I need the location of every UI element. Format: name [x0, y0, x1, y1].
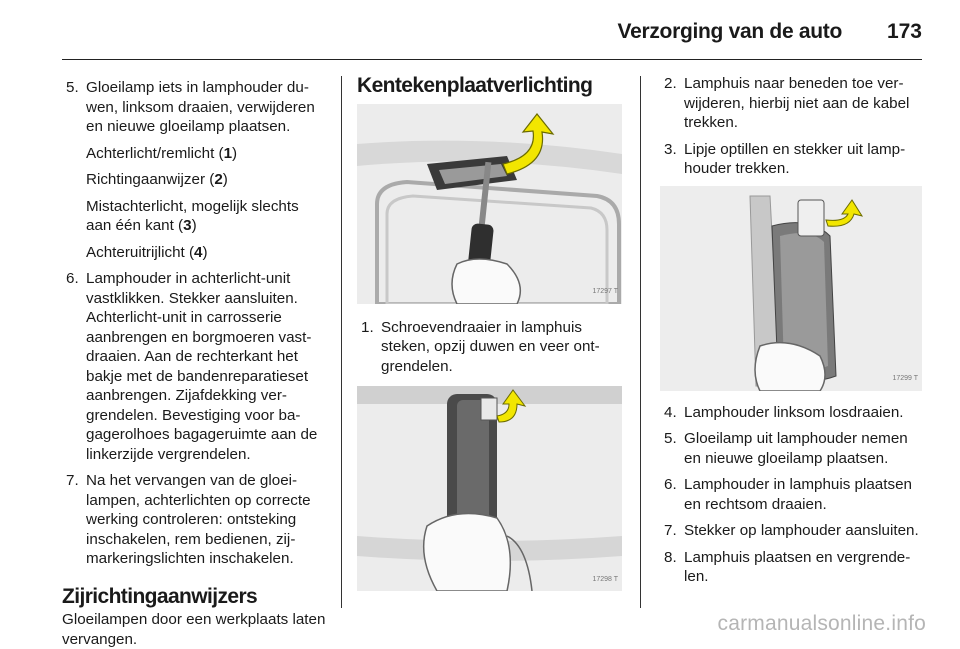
watermark: carmanualsonline.info: [717, 612, 926, 635]
header-divider: [62, 59, 922, 60]
sub-item: Achteruitrijlicht (4): [86, 243, 208, 261]
page-header: [0, 0, 960, 60]
list-item-text: Lamphuis plaatsen en vergrendelen.: [684, 548, 911, 585]
list-item-text: Gloeilamp iets in lamphouder duwen, linksom draaien, verwijderen en nieuwe gloeilamp plaatsen.: [86, 79, 315, 135]
figure-license-light-screwdriver: [357, 104, 622, 304]
list-item-text: Lamphouder linksom losdraaien.: [684, 403, 904, 421]
list-item-text: Lipje optillen en stekker uit lamphouder trekken.: [684, 140, 906, 177]
sub-item: Achterlicht/remlicht (1): [86, 144, 238, 162]
section-heading: Zijrichtingaanwijzers: [62, 584, 258, 608]
sub-item: Mistachterlicht, mogelijk slechts aan één kant (3): [86, 197, 299, 234]
illustration: [357, 104, 622, 304]
list-item-text: Lamphuis naar beneden toe verwijderen, hierbij niet aan de kabel trekken.: [684, 75, 910, 131]
list-item: 6. Lamphouder in achterlicht-unit vastklikken. Stekker aansluiten. Achterlicht-unit in carrosserie aanbrengen en borgmoeren vastdraaien. Aan de rechterkant het bakje met de bandenreparatieset aanbrengen. Zijafdekking vergrendelen. Bevestiging voor bagagerolhoes bagageruimte aan de linkerzijde vergrendelen.: [66, 270, 318, 463]
list-item-text: Lamphouder in achterlicht-unit vastklikken. Stekker aansluiten. Achterlicht-unit in carrosserie aanbrengen en borgmoeren vastdraaien. Aan de rechterkant het bakje met de bandenreparatieset aanbrengen. Zijafdekking vergrendelen. Bevestiging voor bagagerolhoes bagageruimte aan de linkerzijde vergrendelen.: [86, 270, 318, 463]
figure-code: 17299 T: [892, 375, 918, 382]
figure-code: 17297 T: [592, 288, 618, 295]
list-item: 2. Lamphuis naar beneden toe verwijderen, hierbij niet aan de kabel trekken.: [664, 75, 910, 131]
section-title: Verzorging van de auto: [617, 20, 842, 43]
column-divider-1: [341, 76, 342, 608]
illustration: [357, 386, 622, 591]
list-item: 7. Na het vervangen van de gloeilampen, achterlichten op correcte werking controleren: ontsteking inschakelen, rem bedienen, zijmarkeringslichten inschakelen.: [66, 472, 311, 567]
illustration: [660, 186, 922, 391]
list-item-text: Na het vervangen van de gloeilampen, achterlichten op correcte werking controleren: ontsteking inschakelen, rem bedienen, zijmarkeringslichten inschakelen.: [86, 472, 311, 567]
list-item-text: Schroevendraaier in lamphuis steken, opzij duwen en veer ontgrendelen.: [381, 318, 600, 375]
list-item-text: Gloeilamp uit lamphouder nemen en nieuwe gloeilamp plaatsen.: [684, 430, 908, 467]
figure-bulb-holder: [660, 186, 922, 391]
column-2: [357, 76, 622, 591]
list-item-text: Lamphouder in lamphuis plaatsen en rechtsom draaien.: [684, 476, 912, 513]
section-heading: Kentekenplaatverlichting: [357, 74, 593, 97]
list-item-text: Stekker op lamphouder aansluiten.: [684, 522, 919, 539]
list-item: 6. Lamphouder in lamphuis plaatsen en rechtsom draaien.: [664, 476, 912, 513]
list-item: 5. Gloeilamp iets in lamphouder duwen, linksom draaien, verwijderen en nieuwe gloeilamp plaatsen.: [66, 79, 315, 135]
list-item: 3. Lipje optillen en stekker uit lamphouder trekken.: [664, 140, 906, 177]
figure-lamp-housing: [357, 386, 622, 591]
list-item: 8. Lamphuis plaatsen en vergrendelen.: [664, 548, 911, 585]
paragraph: Gloeilampen door een werkplaats laten vervangen.: [62, 611, 326, 648]
list-item: 1. Schroevendraaier in lamphuis steken, opzij duwen en veer ontgrendelen.: [361, 318, 600, 375]
list-item: 4. Lamphouder linksom losdraaien.: [664, 403, 904, 421]
list-item: 5. Gloeilamp uit lamphouder nemen en nieuwe gloeilamp plaatsen.: [664, 430, 908, 467]
figure-code: 17298 T: [592, 575, 618, 583]
list-item: 7. Stekker op lamphouder aansluiten.: [664, 522, 919, 539]
page-number: 173: [886, 20, 922, 43]
column-1: [62, 78, 328, 649]
column-3: [660, 74, 925, 594]
sub-item: Richtingaanwijzer (2): [86, 171, 228, 188]
column-divider-2: [640, 76, 641, 608]
